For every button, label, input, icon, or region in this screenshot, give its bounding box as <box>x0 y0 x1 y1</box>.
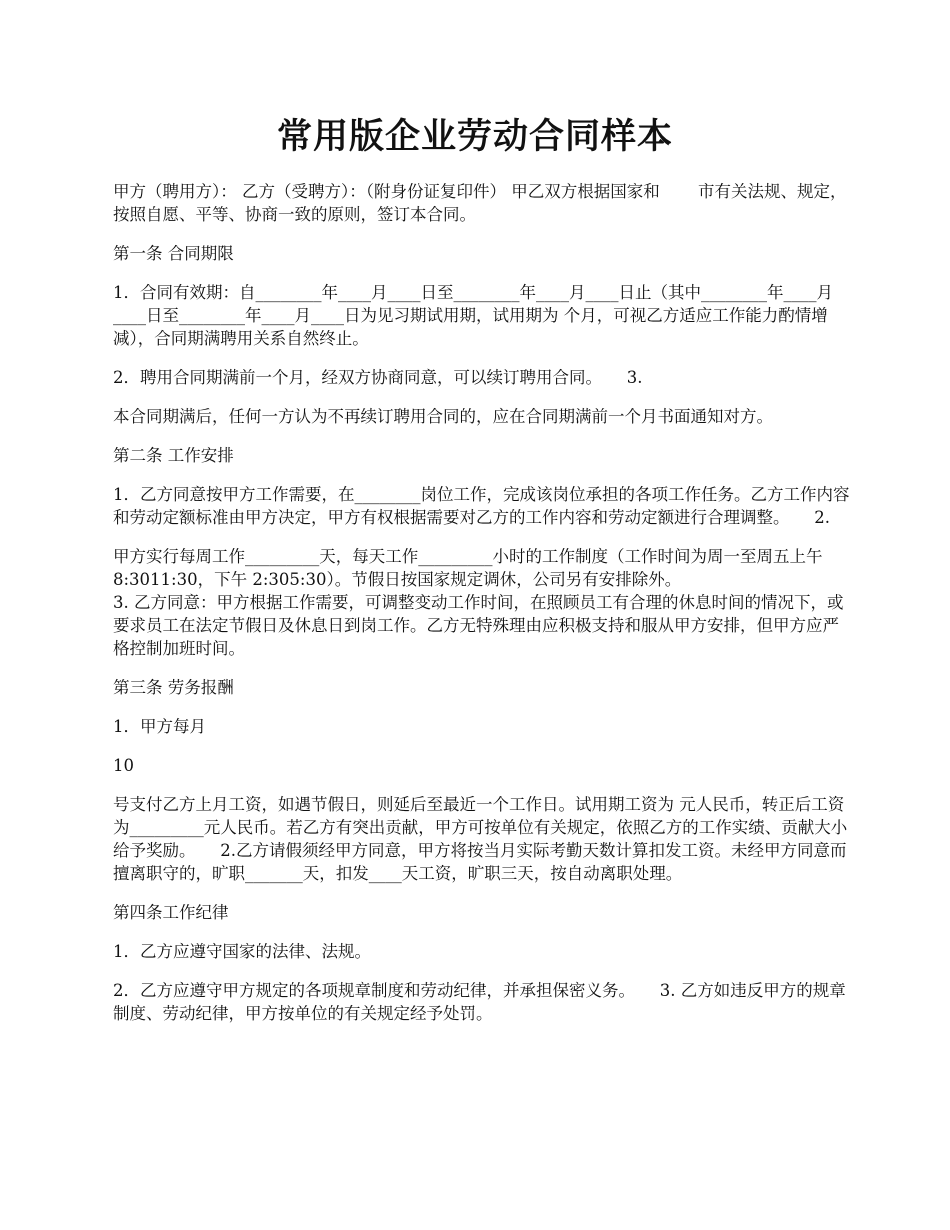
document-title: 常用版企业劳动合同样本 <box>276 116 673 157</box>
article-2-clause-1: 1．乙方同意按甲方工作需要，在________岗位工作，完成该岗位承担的各项工作任务。乙方工作内容和劳动定额标准由甲方决定，甲方有权根据需要对乙方的工作内容和劳动定额进行合理调整。 2. <box>113 485 850 527</box>
article-1-clause-2: 2．聘用合同期满前一个月，经双方协商同意，可以续订聘用合同。 3. <box>113 368 643 387</box>
article-1-clause-3: 本合同期满后，任何一方认为不再续订聘用合同的，应在合同期满前一个月书面通知对方。 <box>113 407 773 426</box>
article-1-clause-1: 1．合同有效期：自________年____月____日至________年____月____日止（其中________年____月____日至________年____月____日为见习期试用期，试用期为 个月，可视乙方适应工作能力酌情增减），合同期满聘用关系自然终止。 <box>113 283 833 348</box>
article-1-heading: 第一条 合同期限 <box>113 244 234 263</box>
article-4-clause-2: 2．乙方应遵守甲方规定的各项规章制度和劳动纪律，并承担保密义务。 3. 乙方如违反甲方的规章制度、劳动纪律，甲方按单位的有关规定经予处罚。 <box>113 981 846 1023</box>
article-4-heading: 第四条工作纪律 <box>113 903 229 922</box>
article-4-clause-1: 1．乙方应遵守国家的法律、法规。 <box>113 942 371 961</box>
preamble-paragraph: 甲方（聘用方）： 乙方（受聘方）：（附身份证复印件） 甲乙双方根据国家和 市有关法规、规定，按照自愿、平等、协商一致的原则，签订本合同。 <box>113 182 847 224</box>
document-body <box>113 180 853 1041</box>
article-3-clause-1-continued: 号支付乙方上月工资，如遇节假日，则延后至最近一个工作日。试用期工资为 元人民币，转正后工资为_________元人民币。若乙方有突出贡献，甲方可按单位有关规定，依照乙方的工作实绩、贡献大小给予奖励。 2.乙方请假须经甲方同意，甲方将按当月实际考勤天数计算扣发工资。未经甲方同意而擅离职守的，旷职_______天，扣发____天工资，旷职三天，按自动离职处理。 <box>113 795 848 883</box>
article-2-heading: 第二条 工作安排 <box>113 446 234 465</box>
article-3-heading: 第三条 劳务报酬 <box>113 678 234 697</box>
article-2-clause-3: 3. 乙方同意：甲方根据工作需要，可调整变动工作时间，在照顾员工有合理的休息时间的情况下，或要求员工在法定节假日及休息日到岗工作。乙方无特殊理由应积极支持和服从甲方安排，但甲方应严格控制加班时间。 <box>113 593 844 658</box>
article-2-clause-2: 甲方实行每周工作_________天，每天工作_________小时的工作制度（工作时间为周一至周五上午 8:3011:30，下午 2:305:30）。节假日按国家规定调休，公司另有安排除外。 <box>113 547 828 589</box>
article-3-clause-1-start: 1．甲方每月 <box>113 717 206 736</box>
article-3-payday-number: 10 <box>113 756 134 775</box>
